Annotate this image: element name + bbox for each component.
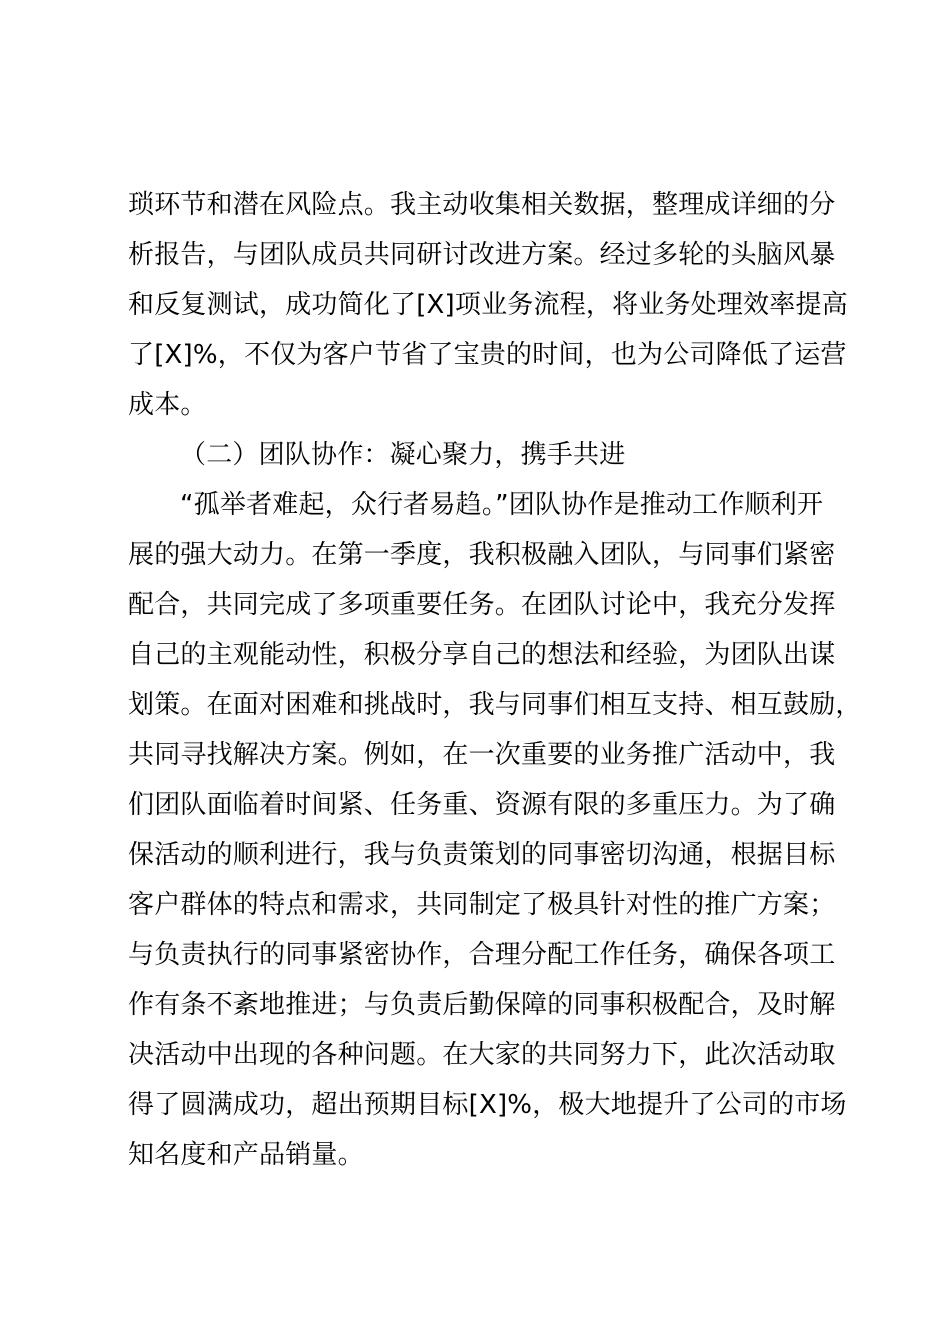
paragraph-line: 和反复测试，成功简化了[X]项业务流程，将业务处理效率提高 xyxy=(128,290,848,320)
paragraph-line: 得了圆满成功，超出预期目标[X]%，极大地提升了公司的市场 xyxy=(128,1090,847,1120)
paragraph-line: 客户群体的特点和需求，共同制定了极具针对性的推广方案； xyxy=(128,890,836,920)
paragraph-line: 作有条不紊地推进；与负责后勤保障的同事积极配合，及时解 xyxy=(128,990,836,1020)
paragraph-line: 决活动中出现的各种问题。在大家的共同努力下，此次活动取 xyxy=(128,1040,836,1070)
paragraph-line: 保活动的顺利进行，我与负责策划的同事密切沟通，根据目标 xyxy=(128,840,836,870)
paragraph-line: 琐环节和潜在风险点。我主动收集相关数据，整理成详细的分 xyxy=(128,190,836,220)
paragraph-line: 们团队面临着时间紧、任务重、资源有限的多重压力。为了确 xyxy=(128,790,836,820)
section-heading: （二）团队协作：凝心聚力，携手共进 xyxy=(180,440,626,470)
paragraph-line: 与负责执行的同事紧密协作，合理分配工作任务，确保各项工 xyxy=(128,940,836,970)
document-body xyxy=(128,180,862,1180)
paragraph-line: 共同寻找解决方案。例如，在一次重要的业务推广活动中，我 xyxy=(128,740,836,770)
paragraph-line: “孤举者难起，众行者易趋。”团队协作是推动工作顺利开 xyxy=(180,490,824,520)
paragraph-line: 展的强大动力。在第一季度，我积极融入团队，与同事们紧密 xyxy=(128,540,836,570)
paragraph-line: 自己的主观能动性，积极分享自己的想法和经验，为团队出谋 xyxy=(128,640,836,670)
paragraph-line: 配合，共同完成了多项重要任务。在团队讨论中，我充分发挥 xyxy=(128,590,836,620)
paragraph-line: 划策。在面对困难和挑战时，我与同事们相互支持、相互鼓励， xyxy=(128,690,862,720)
paragraph-line: 知名度和产品销量。 xyxy=(128,1140,364,1170)
paragraph-line: 析报告，与团队成员共同研讨改进方案。经过多轮的头脑风暴 xyxy=(128,240,836,270)
paragraph-line: 了[X]%，不仅为客户节省了宝贵的时间，也为公司降低了运营 xyxy=(128,340,847,370)
paragraph-line: 成本。 xyxy=(128,390,207,420)
